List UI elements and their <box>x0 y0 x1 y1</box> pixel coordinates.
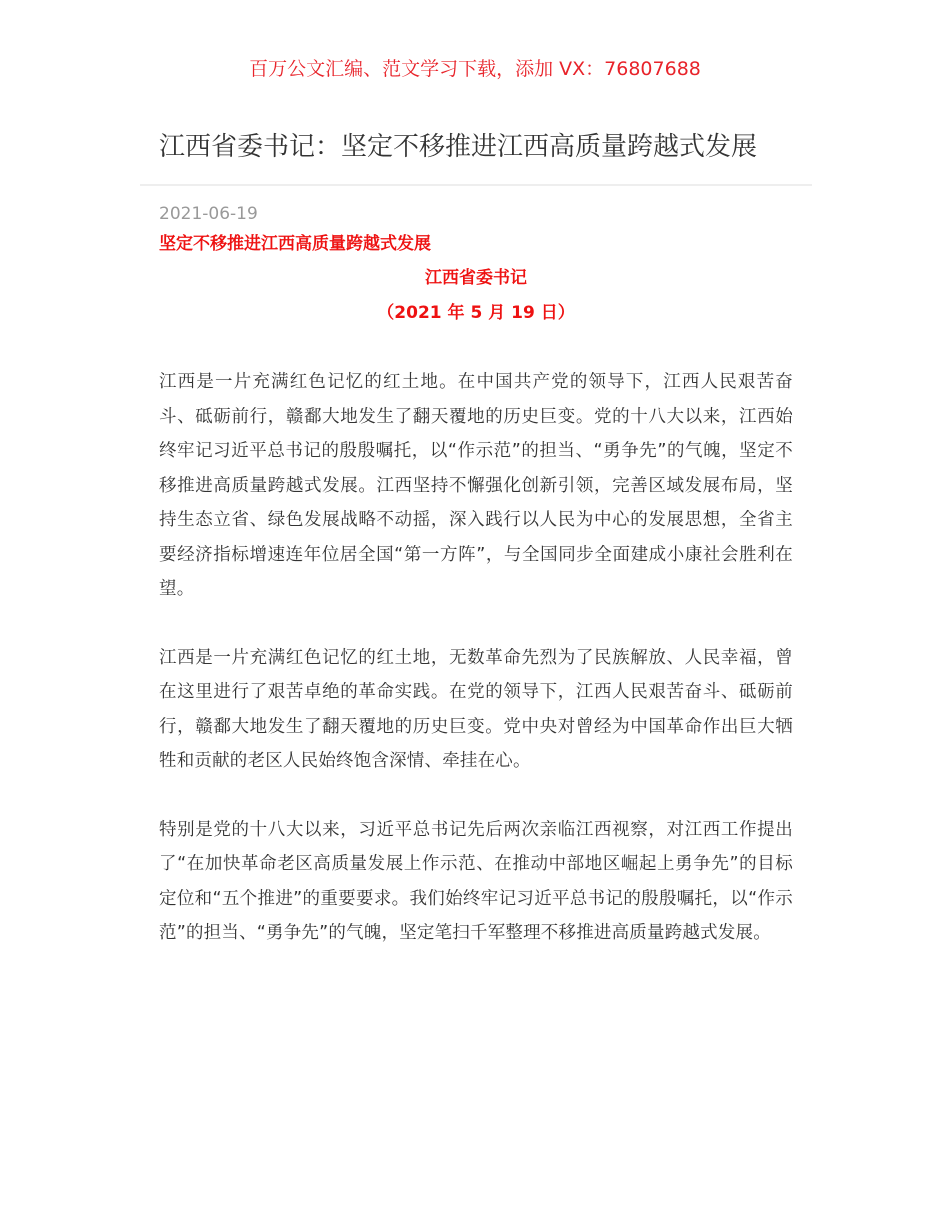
promo-banner: 百万公文汇编、范文学习下载，添加 VX：76807688 <box>249 58 701 80</box>
article-content <box>140 202 812 951</box>
paragraph: 江西是一片充满红色记忆的红土地，无数革命先烈为了民族解放、人民幸福，曾在这里进行了艰苦卓绝的革命实践。在党的领导下，江西人民艰苦奋斗、砥砺前行，赣鄱大地发生了翻天覆地的历史巨变。党中央对曾经为中国革命作出巨大牺牲和贡献的老区人民始终饱含深情、牵挂在心。 <box>159 647 793 771</box>
article <box>140 128 812 951</box>
title-divider <box>140 184 812 186</box>
article-title: 江西省委书记：坚定不移推进江西高质量跨越式发展 <box>159 132 758 162</box>
article-author: 江西省委书记 <box>425 268 527 288</box>
speech-date: （2021 年 5 月 19 日） <box>377 303 575 323</box>
paragraph: 特别是党的十八大以来，习近平总书记先后两次亲临江西视察，对江西工作提出了“在加快革命老区高质量发展上作示范、在推动中部地区崛起上勇争先”的目标定位和“五个推进”的重要要求。我们始终牢记习近平总书记的殷殷嘱托，以“作示范”的担当、“勇争先”的气魄，坚定笔扫千军整理不移推进高质量跨越式发展。 <box>159 819 793 943</box>
article-subtitle: 坚定不移推进江西高质量跨越式发展 <box>159 234 431 254</box>
paragraph: 江西是一片充满红色记忆的红土地。在中国共产党的领导下，江西人民艰苦奋斗、砥砺前行，赣鄱大地发生了翻天覆地的历史巨变。党的十八大以来，江西始终牢记习近平总书记的殷殷嘱托，以“作示范”的担当、“勇争先”的气魄，坚定不移推进高质量跨越式发展。江西坚持不懈强化创新引领，完善区域发展布局，坚持生态立省、绿色发展战略不动摇，深入践行以人民为中心的发展思想，全省主要经济指标增速连年位居全国“第一方阵”，与全国同步全面建成小康社会胜利在望。 <box>159 372 793 599</box>
publish-date: 2021-06-19 <box>159 204 258 224</box>
